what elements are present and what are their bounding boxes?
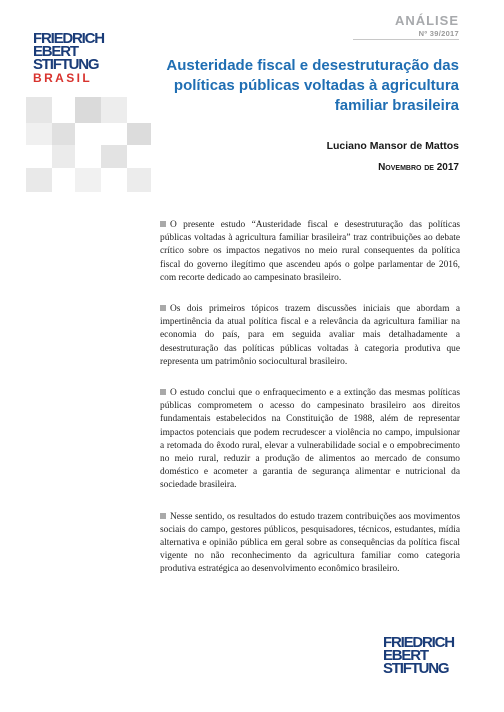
fes-logo [33,32,125,85]
square-bullet-icon [160,305,166,311]
decor-square [26,97,52,123]
paragraph-text: Os dois primeiros tópicos trazem discussões iniciais que abordam a impertinência da atual política fiscal e a relevância da agricultura familiar na economia do país, para em seguida avaliar mais detalhadamente a desestruturação das políticas públicas voltadas à categoria produtiva que representa um patrimônio sociocultural brasileiro. [160,304,460,367]
square-bullet-icon [160,389,166,395]
fes-footer-logo [383,636,468,675]
square-bullet-icon [160,513,166,519]
decor-square [52,145,75,168]
series-label: ANÁLISE [394,13,459,28]
decor-square [101,145,127,168]
decor-square [26,168,52,192]
square-bullet-icon [160,221,166,227]
decor-square [75,168,101,192]
paragraph [160,511,460,577]
paragraph [160,387,460,493]
paragraph [160,219,460,285]
paragraph-text: O estudo conclui que o enfraquecimento e a extinção das mesmas políticas públicas comprometem o acesso do campesinato brasileiro aos direitos fundamentais estabelecidos na Constituição de 1988, além de representar impactos potenciais que podem recrudescer a violência no campo, impulsionar a retomada do êxodo rural, elevar a vulnerabilidade social e o empobrecimento no meio rural, reduzir a produção de alimentos ao mercado de consumo doméstico e acometer a garantia de segurança alimentar e nutricional da sociedade brasileira. [160,388,460,491]
footer-logo-line-1: FRIEDRICH [383,634,454,651]
decor-square [127,168,151,192]
paragraph-text: Nesse sentido, os resultados do estudo trazem contribuições aos movimentos sociais do campo, gestores públicos, pesquisadores, técnicos, estudantes, mídia alternativa e opinião pública em geral sobre as consequências da política fiscal vigente no não reconhecimento da agricultura familiar como categoria produtiva estratégica ao desenvolvimento econômico brasileiro. [160,511,460,575]
paragraph-text: O presente estudo “Austeridade fiscal e desestruturação das políticas públicas voltadas à agricultura familiar brasileira” traz contribuições ao debate crítico sobre os impactos negativos no meio rural consequentes da política fiscal do governo ilegítimo que ascendeu após o golpe parlamentar de 2016, com recorte dedicado ao campesinato brasileiro. [160,220,460,283]
series-number: Nº 39/2017 [418,29,459,38]
publication-date: Novembro de 2017 [378,162,459,173]
logo-line-4: BRASIL [33,71,93,85]
paragraph [160,303,460,369]
decor-square [52,123,75,145]
logo-line-1: FRIEDRICH [33,30,104,47]
document-title: Austeridade fiscal e desestruturação das políticas públicas voltadas à agricultura familiar brasileira [166,57,459,114]
series-header [395,14,459,40]
decor-square [26,123,52,145]
logo-line-2: EBERT [33,43,78,60]
summary-body [160,219,460,595]
footer-logo-line-2: EBERT [383,647,428,664]
decor-square [75,97,101,123]
logo-line-3: STIFTUNG [33,56,99,73]
header-rule [353,39,459,40]
footer-logo-line-3: STIFTUNG [383,660,449,677]
decor-square [127,123,151,145]
decor-square [101,97,127,123]
author-name: Luciano Mansor de Mattos [326,140,459,152]
